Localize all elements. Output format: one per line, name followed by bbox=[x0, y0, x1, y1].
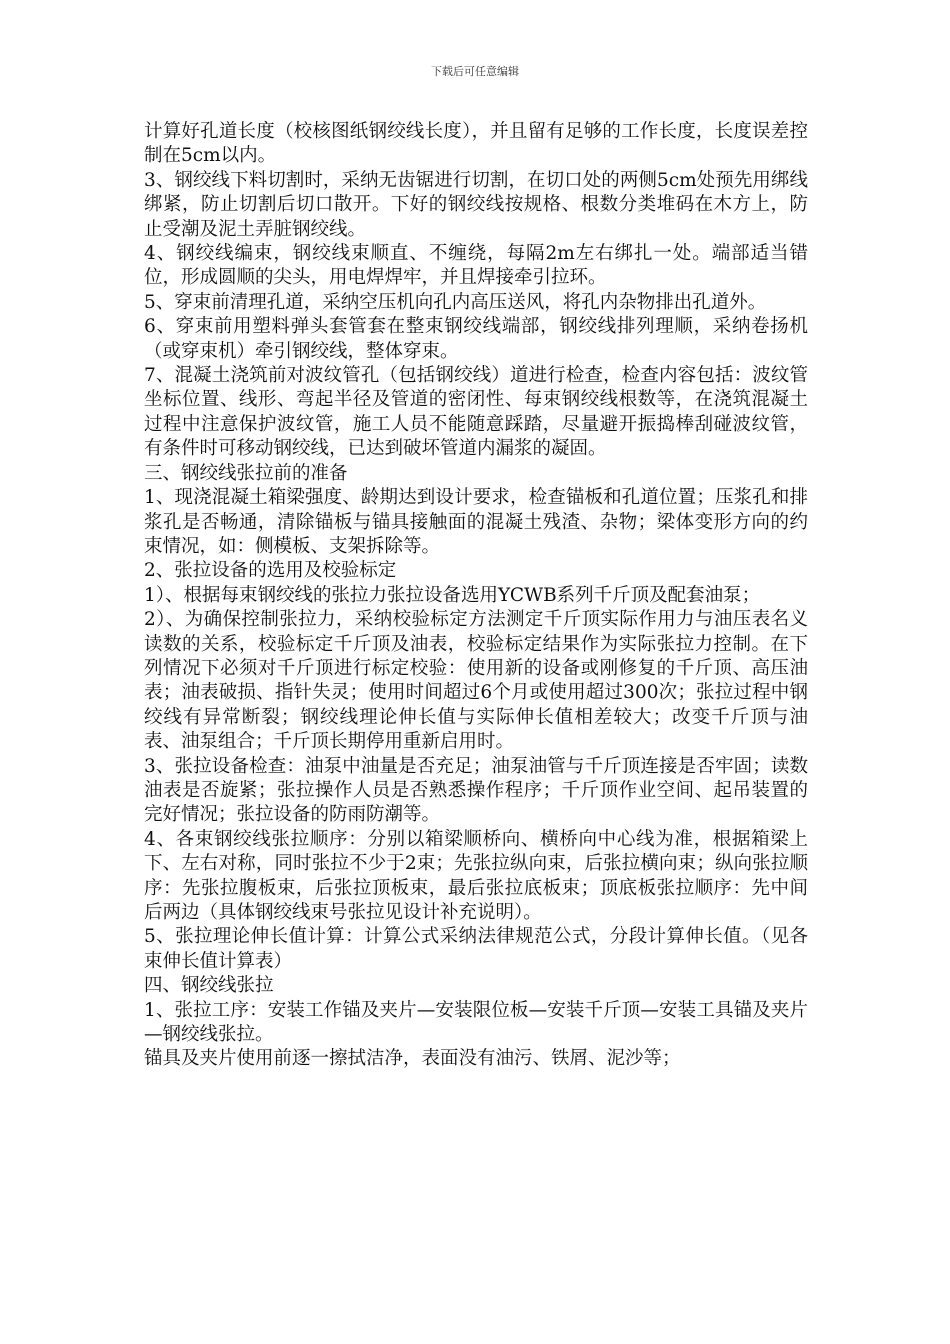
paragraph: 1、张拉工序：安装工作锚及夹片—安装限位板—安装千斤顶—安装工具锚及夹片—钢绞线张拉。 bbox=[144, 999, 808, 1046]
paragraph: 1、现浇混凝土箱梁强度、龄期达到设计要求，检查锚板和孔道位置；压浆孔和排浆孔是否畅通，清除锚板与锚具接触面的混凝土残渣、杂物；梁体变形方向的约束情况，如：侧模板、支架拆除等。 bbox=[144, 487, 808, 557]
section-heading: 三、钢绞线张拉前的准备 bbox=[144, 462, 348, 484]
paragraph: 2）、为确保控制张拉力，采纳校验标定方法测定千斤顶实际作用力与油压表名义读数的关系，校验标定千斤顶及油表，校验标定结果作为实际张拉力控制。在下列情况下必须对千斤顶进行标定校验：使用新的设备或刚修复的千斤顶、高压油表；油表破损、指针失灵；使用时间超过6个月或使用超过300次；张拉过程中钢绞线有异常断裂；钢绞线理论伸长值与实际伸长值相差较大；改变千斤顶与油表、油泵组合；千斤顶长期停用重新启用时。 bbox=[144, 609, 808, 753]
document-body bbox=[144, 120, 808, 1072]
page-header-note: 下载后可任意编辑 bbox=[431, 65, 519, 78]
paragraph: 4、钢绞线编束，钢绞线束顺直、不缠绕，每隔2m左右绑扎一处。端部适当错位，形成圆顺的尖头，用电焊焊牢，并且焊接牵引拉环。 bbox=[144, 243, 808, 289]
paragraph: 3、钢绞线下料切割时，采纳无齿锯进行切割，在切口处的两侧5cm处预先用绑线绑紧，防止切割后切口散开。下好的钢绞线按规格、根数分类堆码在木方上，防止受潮及泥土弄脏钢绞线。 bbox=[144, 169, 808, 240]
subsection-heading: 2、张拉设备的选用及校验标定 bbox=[144, 560, 397, 582]
section-heading: 四、钢绞线张拉 bbox=[144, 975, 274, 997]
paragraph: 5、张拉理论伸长值计算：计算公式采纳法律规范公式，分段计算伸长值。（见各束伸长值计算表） bbox=[144, 926, 808, 972]
paragraph: 7、混凝土浇筑前对波纹管孔（包括钢绞线）道进行检查，检查内容包括：波纹管坐标位置、线形、弯起半径及管道的密闭性、每束钢绞线根数等，在浇筑混凝土过程中注意保护波纹管，施工人员不能随意踩踏，尽量避开振捣棒刮碰波纹管，有条件时可移动钢绞线，已达到破坏管道内漏浆的凝固。 bbox=[144, 365, 808, 460]
paragraph: 4、各束钢绞线张拉顺序：分别以箱梁顺桥向、横桥向中心线为准，根据箱梁上下、左右对称，同时张拉不少于2束；先张拉纵向束，后张拉横向束；纵向张拉顺序：先张拉腹板束，后张拉顶板束，最后张拉底板束；顶底板张拉顺序：先中间后两边（具体钢绞线束号张拉见设计补充说明）。 bbox=[144, 828, 808, 923]
paragraph: 计算好孔道长度（校核图纸钢绞线长度），并且留有足够的工作长度，长度误差控制在5cm以内。 bbox=[144, 121, 808, 167]
paragraph: 锚具及夹片使用前逐一擦拭洁净，表面没有油污、铁屑、泥沙等； bbox=[144, 1048, 681, 1070]
paragraph: 5、穿束前清理孔道，采纳空压机向孔内高压送风，将孔内杂物排出孔道外。 bbox=[144, 291, 767, 313]
paragraph: 1）、根据每束钢绞线的张拉力张拉设备选用YCWB系列千斤顶及配套油泵； bbox=[144, 584, 761, 606]
paragraph: 3、张拉设备检查：油泵中油量是否充足；油泵油管与千斤顶连接是否牢固；读数油表是否旋紧；张拉操作人员是否熟悉操作程序；千斤顶作业空间、起吊装置的完好情况；张拉设备的防雨防潮等。 bbox=[144, 755, 808, 826]
paragraph: 6、穿束前用塑料弹头套管套在整束钢绞线端部，钢绞线排列理顺，采纳卷扬机（或穿束机）牵引钢绞线，整体穿束。 bbox=[144, 316, 808, 362]
